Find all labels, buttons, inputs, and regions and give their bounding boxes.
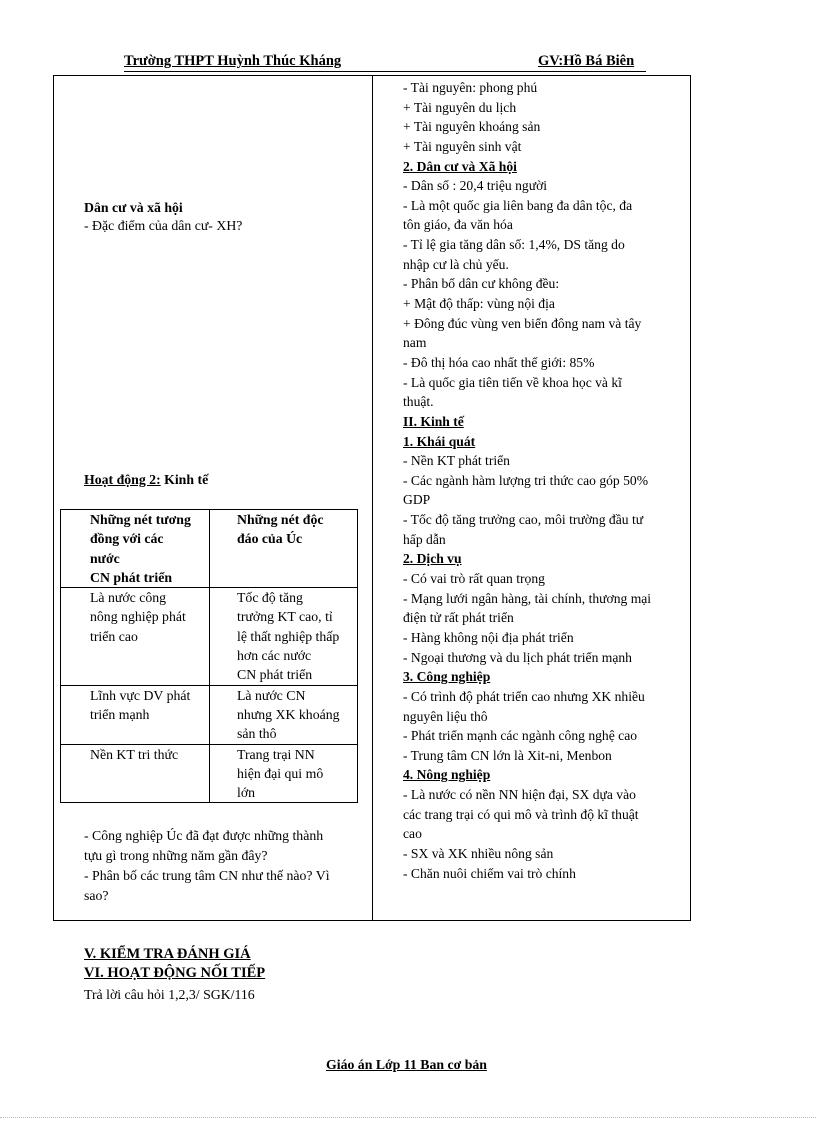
content-line: + Tài nguyên du lịch [403, 99, 517, 115]
content-line: + Tài nguyên khoáng sản [403, 119, 541, 135]
content-line: - Trung tâm CN lớn là Xit-ni, Menbon [403, 747, 612, 763]
content-line: tôn giáo, đa văn hóa [403, 217, 513, 233]
header-unique-line: Những nét độc [237, 512, 324, 527]
content-line: - Tài nguyên: phong phú [403, 80, 538, 95]
cell-line: lệ thất nghiệp thấp [237, 628, 340, 644]
content-line: - Tỉ lệ gia tăng dân số: 1,4%, DS tăng do [403, 237, 625, 253]
cell-line: trưởng KT cao, tỉ [237, 609, 333, 625]
content-line: - Phân bố dân cư không đều: [403, 276, 560, 292]
cell-line: Lĩnh vực DV phát [90, 687, 191, 703]
content-line: nam [403, 335, 427, 351]
content-line: + Mật độ thấp: vùng nội địa [403, 296, 555, 312]
content-line: cao [403, 826, 422, 842]
table-cell [210, 588, 358, 685]
question-line: - Công nghiệp Úc đã đạt được những thành [84, 828, 324, 843]
header-similar-line: CN phát triển [90, 569, 173, 585]
table-cell [210, 685, 358, 744]
cell-line: triển cao [90, 628, 138, 644]
content-line: - Là nước có nền NN hiện đại, SX dựa vào [403, 787, 636, 803]
section-heading: 3. Công nghiệp [403, 669, 491, 685]
content-line: các trang trại có qui mô và trình độ kĩ thuật [403, 806, 639, 822]
cell-line: Nền KT tri thức [90, 746, 179, 762]
content-line: - Có vai trò rất quan trọng [403, 571, 545, 587]
content-line: - Có trình độ phát triển cao nhưng XK nhiều [403, 688, 645, 704]
table-cell [210, 744, 358, 803]
page-bottom-border [0, 1117, 816, 1118]
cell-line: nhưng XK khoáng [237, 706, 340, 722]
cell-line: Tốc độ tăng [237, 590, 303, 606]
content-line: - Dân số : 20,4 triệu người [403, 178, 548, 194]
question-line: - Phân bố các trung tâm CN như thế nào? Vì [84, 868, 330, 883]
content-line: - Đô thị hóa cao nhất thế giới: 85% [403, 354, 595, 370]
table-cell [61, 588, 210, 685]
content-line: - Phát triển mạnh các ngành công nghệ cao [403, 728, 638, 744]
content-line: - Nền KT phát triển [403, 453, 510, 469]
content-line: - Là quốc gia tiên tiến về khoa học và kĩ [403, 374, 622, 390]
table-row [61, 685, 358, 744]
activity-2-label: Hoạt động 2: [84, 472, 161, 487]
homework-text: Trả lời câu hỏi 1,2,3/ SGK/116 [84, 987, 255, 1002]
header-similar [61, 510, 210, 588]
cell-line: Là nước CN [237, 687, 306, 703]
question-line: tựu gì trong những năm gần đây? [84, 848, 268, 863]
question-line: sao? [84, 888, 109, 903]
content-line: - Chăn nuôi chiếm vai trò chính [403, 865, 576, 881]
header-similar-line: đồng với các [90, 531, 164, 547]
content-line: + Đông đúc vùng ven biển đông nam và tây [403, 315, 642, 331]
comparison-header-row [61, 510, 358, 588]
section-heading: 2. Dịch vụ [403, 551, 462, 567]
content-line: - SX và XK nhiều nông sản [403, 845, 554, 861]
header-similar-line: Những nét tương [90, 512, 191, 527]
table-row [61, 588, 358, 685]
content-line: - Các ngành hàm lượng tri thức cao góp 50% [403, 472, 649, 488]
page-footer: Giáo án Lớp 11 Ban cơ bản [326, 1057, 487, 1072]
cell-line: hiện đại qui mô [237, 765, 324, 781]
section-heading: 2. Dân cư và Xã hội [403, 158, 517, 174]
section-heading: 4. Nông nghiệp [403, 767, 491, 783]
cell-line: Trang trại NN [237, 746, 315, 762]
cell-line: triển mạnh [90, 706, 150, 722]
cell-line: Là nước công [90, 590, 167, 606]
content-line: nhập cư là chủ yếu. [403, 256, 509, 272]
table-cell [61, 744, 210, 803]
content-line: + Tài nguyên sinh vật [403, 138, 522, 154]
section-heading: 1. Khái quát [403, 433, 476, 449]
column-divider [372, 75, 373, 921]
topic-heading: Dân cư và xã hội [84, 200, 183, 215]
cell-line: sản thô [237, 726, 277, 742]
header-unique [210, 510, 358, 588]
table-row [61, 744, 358, 803]
content-line: hấp dẫn [403, 531, 446, 547]
header-similar-line: nước [90, 550, 120, 566]
school-name: Trường THPT Huỳnh Thúc Kháng [124, 53, 342, 69]
cell-line: nông nghiệp phát [90, 609, 186, 625]
table-cell [61, 685, 210, 744]
header-unique-line: đáo của Úc [237, 531, 303, 547]
content-line: thuật. [403, 394, 434, 410]
header-rule [124, 71, 646, 72]
cell-line: hơn các nước [237, 648, 312, 664]
teacher-name: GV:Hồ Bá Biên [538, 53, 635, 69]
content-line: - Tốc độ tăng trưởng cao, môi trường đầu tư [403, 512, 644, 528]
content-line: - Là một quốc gia liên bang đa dân tộc, đa [403, 197, 633, 213]
section-5-heading: V. KIỂM TRA ĐÁNH GIÁ [84, 946, 251, 962]
right-column-content [403, 78, 693, 883]
topic-question: - Đặc điểm của dân cư- XH? [84, 218, 243, 233]
cell-line: CN phát triển [237, 667, 313, 683]
activity-2-title: Kinh tế [160, 472, 209, 487]
content-line: - Hàng không nội địa phát triển [403, 629, 574, 645]
cell-line: lớn [237, 785, 256, 801]
section-6-heading: VI. HOẠT ĐỘNG NỐI TIẾP [84, 965, 266, 981]
comparison-table [60, 509, 358, 803]
activity-2-heading [84, 470, 208, 489]
content-line: GDP [403, 492, 431, 508]
content-line: - Ngoại thương và du lịch phát triển mạnh [403, 649, 632, 665]
content-line: điện tử rất phát triển [403, 610, 514, 626]
content-line: - Mạng lưới ngân hàng, tài chính, thương mại [403, 590, 652, 606]
section-heading: II. Kinh tế [403, 413, 464, 429]
content-line: nguyên liệu thô [403, 708, 488, 724]
